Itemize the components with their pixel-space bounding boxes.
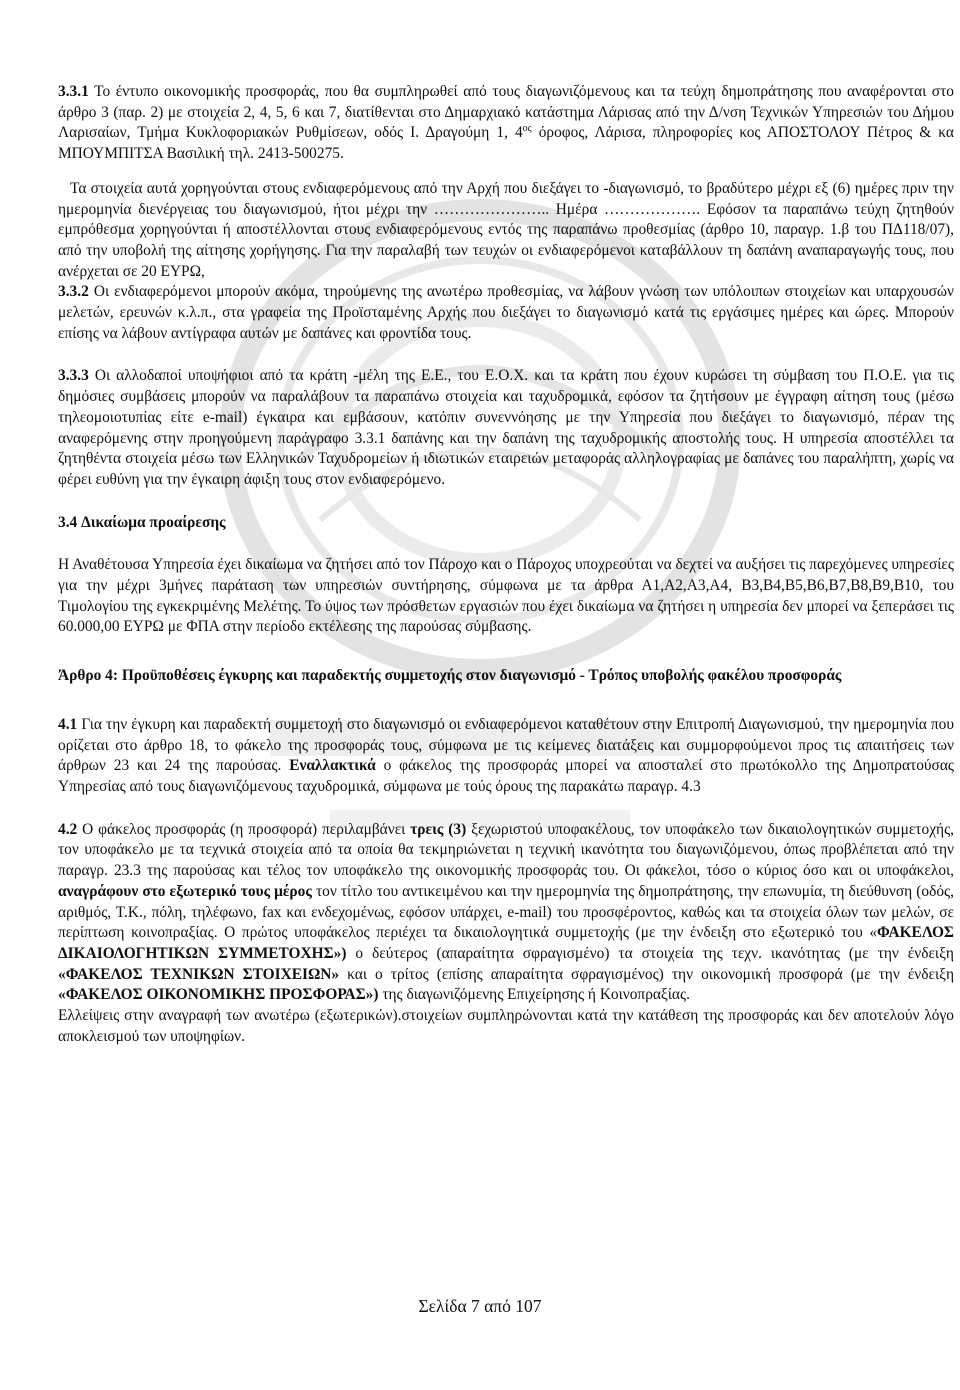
page-number: Σελίδα 7 από 107 [418, 1296, 542, 1316]
article-4-title: Άρθρο 4: Προϋποθέσεις έγκυρης και παραδεκτής συμμετοχής στον διαγωνισμό - Τρόπος υποβολής φακέλου προσφοράς [58, 667, 842, 685]
section-number: 4.2 [58, 820, 78, 838]
paragraph-3-4: Η Αναθέτουσα Υπηρεσία έχει δικαίωμα να ζητήσει από τον Πάροχο και ο Πάροχος υποχρεούται να δεχτεί να αυξήσει τις παρεχόμενες υπηρεσίες για την μέχρι 3μήνες παράταση των υπηρεσιών συντήρησης, σύμφωνα με τα άρθρα Α1,Α2,Α3,Α4, Β3,Β4,Β5,Β6,Β7,Β8,Β9,Β10, του Τιμολογίου της εγκεκριμένης Μελέτης. Το ύψος των πρόσθετων εργασιών που έχει δικαίωμα να ζητήσει η υπηρεσία δεν μπορεί να ξεπεράσει τις 60.000,00 ΕΥΡΩ με ΦΠΑ στην περίοδο εκτέλεσης της παρούσας σύμβασης. [58, 556, 954, 636]
paragraph-3-3-2: 3.3.2 Οι ενδιαφερόμενοι μπορούν ακόμα, τηρούμενης της ανωτέρω προθεσμίας, να λάβουν γνώση των υπόλοιπων στοιχείων και υπαρχουσών μελετών, ερευνών κ.λ.π., στα γραφεία της Προϊσταμένης Αρχής που διεξάγει το διαγωνισμό κατά τις εργάσιμες ημέρες και ώρες. Μπορούν επίσης να λάβουν αντίγραφα αυτών με δαπάνες και φροντίδα τους. [58, 283, 954, 342]
paragraph-4-2: 4.2 Ο φάκελος προσφοράς (η προσφορά) περιλαμβάνει τρεις (3) ξεχωριστού υποφακέλους, τον υποφάκελο των δικαιολογητικών συμμετοχής, τον υποφάκελο με τα τεχνικά στοιχεία από τα οποία θα τεκμηριώνεται η τεχνική ικανότητα του διαγωνιζόμενου, όπως προβλέπεται από την παραγρ. 23.3 της παρούσας και τέλος τον υποφάκελο της οικονομικής προσφοράς του. Οι φάκελοι, τόσο ο κύριος όσο και οι υποφάκελοι, αναγράφουν στο εξωτερικό τους μέρος τον τίτλο του αντικειμένου και την ημερομηνία της δημοπράτησης, την επωνυμία, τη διεύθυνση (οδός, αριθμός, Τ.Κ., πόλη, τηλέφωνο, fax και ενδεχομένως, εφόσον υπάρχει, e-mail) του προσφέροντος, καθώς και τα στοιχεία όλων των μελών, σε περίπτωση κοινοπραξίας. Ο πρώτος υποφάκελος περιέχει τα δικαιολογητικά συμμετοχής (με την ένδειξη στο εξωτερικό του «ΦΑΚΕΛΟΣ ΔΙΚΑΙΟΛΟΓΗΤΙΚΩΝ ΣΥΜΜΕΤΟΧΗΣ») ο δεύτερος (απαραίτητα σφραγισμένο) τα στοιχεία της τεχν. ικανότητας (με την ένδειξη «ΦΑΚΕΛΟΣ ΤΕΧΝΙΚΩΝ ΣΤΟΙΧΕΙΩΝ» και ο τρίτος (επίσης απαραίτητα σφραγισμένος) την οικονομική προσφορά (με την ένδειξη «ΦΑΚΕΛΟΣ ΟΙΚΟΝΟΜΙΚΗΣ ΠΡΟΣΦΟΡΑΣ») της διαγωνιζόμενης Επιχείρησης ή Κοινοπραξίας. [58, 820, 955, 1004]
section-number: 3.3.1 [58, 83, 89, 100]
section-number: 3.3.2 [58, 283, 89, 301]
paragraph-3-3-1: 3.3.1 Το έντυπο οικονομικής προσφοράς, που θα συμπληρωθεί από τους διαγωνιζόμενους και τα τεύχη δημοπράτησης που αναφέρονται στο άρθρο 3 (παρ. 2) με στοιχεία 2, 4, 5, 6 και 7, διατίθενται στο Δημαρχιακό κατάστημα Λάρισας από την Δ/νση Τεχνικών Υπηρεσιών του Δήμου Λαρισαίων, Τμήμα Κυκλοφοριακών Ρυθμίσεων, οδός Ι. Δραγούμη 1, $4^{o\varsigma}$ όροφος, Λάρισα, πληροφορίες κος ΑΠΟΣΤΟΛΟΥ Πέτρος & κα ΜΠΟΥΜΠΙΤΣΑ Βασιλική τηλ. 2413-500275. [58, 83, 954, 163]
heading-title: Δικαίωμα προαίρεσης [81, 513, 226, 531]
paragraph-closing: Ελλείψεις στην αναγραφή των ανωτέρω (εξωτερικών).στοιχείων συμπληρώνονται κατά την κατάθεση της προσφοράς και δεν αποτελούν λόγο αποκλεισμού των υποψηφίων. [58, 1007, 954, 1045]
section-number: 3.3.3 [58, 367, 89, 385]
section-number: 4.1 [58, 715, 78, 733]
heading-3-4: 3.4 Δικαίωμα προαίρεσης [58, 513, 226, 531]
paragraph-4-1: 4.1 Για την έγκυρη και παραδεκτή συμμετοχή στο διαγωνισμό οι ενδιαφερόμενοι καταθέτουν στην Επιτροπή Διαγωνισμού, την ημερομηνία που ορίζεται στο άρθρο 18, το φάκελο της προσφοράς τους, σύμφωνα με τις κείμενες διατάξεις και συμμορφούμενοι προς τις απαιτήσεις των άρθρων 23 και 24 της παρούσας. Εναλλακτικά ο φάκελος της προσφοράς μπορεί να αποσταλεί στο πρωτόκολλο της Δημοπρατούσας Υπηρεσίας από τους διαγωνιζόμενους ταχυδρομικά, σύμφωνα με τούς όρους της παρακάτω παραγρ. 4.3 [58, 715, 954, 795]
paragraph-distribution: Τα στοιχεία αυτά χορηγούνται στους ενδιαφερόμενους από την Αρχή που διεξάγει το -διαγωνισμό, το βραδύτερο μέχρι εξ (6) ημέρες πριν την ημερομηνία διενέργειας του διαγωνισμού, ήτοι μέχρι την ………………….. Ημέρα ………………. Εφόσον τα παραπάνω τεύχη ζητηθούν εμπρόθεσμα χορηγούνται ή αποστέλλονται στους ενδιαφερόμενους εντός της παραπάνω προθεσμίας (άρθρο 10, παραγρ. 1.β του ΠΔ118/07), από την υποβολή της αίτησης χορήγησης. Για την παραλαβή των τευχών οι ενδιαφερόμενοι καταβάλλουν τη δαπάνη αναπαραγωγής τους, που ανέρχεται σε 20 ΕΥΡΩ, [58, 179, 954, 280]
document-body [58, 82, 954, 1047]
paragraph-3-3-3: 3.3.3 Οι αλλοδαποί υποψήφιοι από τα κράτη -μέλη της Ε.Ε., του Ε.Ο.Χ. και τα κράτη που έχουν κυρώσει τη σύμβαση του Π.Ο.Ε. για τις δημόσιες συμβάσεις μπορούν να παραλάβουν τα παραπάνω στοιχεία και ταχυδρομικά, εφόσον τα ζητήσουν με έγγραφη αίτηση τους (μέσω τηλεομοιοτυπίας είτε e-mail) έγκαιρα και εμβάσουν, κατόπιν συνεννόησης με την Υπηρεσία που διεξάγει το διαγωνισμό, πέραν της αναφερόμενης στην προηγούμενη παράγραφο 3.3.1 δαπάνης και την δαπάνη της ταχυδρομικής αποστολής τους. Η υπηρεσία αποστέλλει τα ζητηθέντα στοιχεία μέσω των Ελληνικών Ταχυδρομείων ή ιδιωτικών εταιρειών μεταφοράς αλληλογραφίας με δαπάνες του παραλήπτη, χωρίς να φέρει ευθύνη για την έγκαιρη άφιξη τους στον ενδιαφερόμενο. [58, 367, 954, 488]
